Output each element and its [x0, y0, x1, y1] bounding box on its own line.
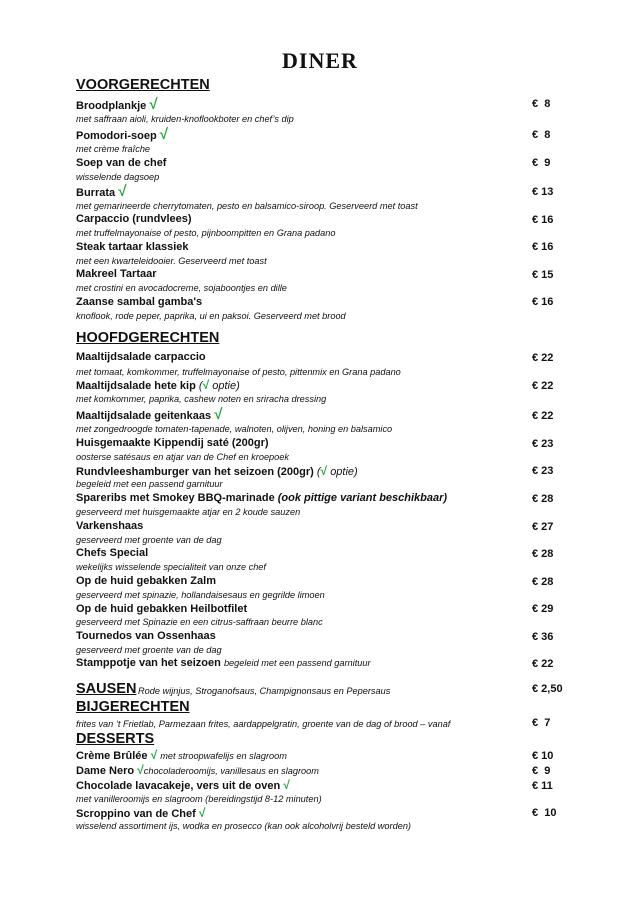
menu-item-description: knoflook, rode peper, paprika, ui en paksoi. Geserveerd met brood — [76, 311, 346, 321]
menu-item-name: Burrata √ — [76, 183, 127, 200]
checkmark-icon: √ — [150, 748, 158, 762]
menu-item-name: Scroppino van de Chef √ — [76, 806, 206, 820]
menu-item-description: met truffelmayonaise of pesto, pijnboompitten en Grana padano — [76, 228, 336, 238]
menu-item-description: met zongedroogde tomaten-tapenade, walnoten, olijven, honing en balsamico — [76, 424, 393, 434]
menu-item-price: € 36 — [532, 631, 554, 643]
menu-item-description: geserveerd met Spinazie en een citrus-saffraan beurre blanc — [76, 617, 323, 627]
checkmark-icon: √ — [149, 96, 158, 113]
bijgerechten-description: frites van ‘t Frietlab, Parmezaan frites, aardappelgratin, groente van de dag of brood – vanaf — [76, 719, 451, 729]
menu-item-name: Chefs Special — [76, 547, 149, 559]
menu-item-description: met saffraan aioli, kruiden-knoflookboter en chef’s dip — [76, 114, 294, 124]
section-heading-desserts: DESSERTS — [76, 731, 155, 747]
menu-item-price: € 23 — [532, 465, 554, 477]
section-heading-hoofdgerechten: HOOFDGERECHTEN — [76, 330, 220, 346]
sausen-price: € 2,50 — [532, 683, 563, 695]
menu-item-price: € 10 — [532, 807, 557, 819]
menu-item-description: met gemarineerde cherrytomaten, pesto en balsamico-siroop. Geserveerd met toast — [76, 201, 418, 211]
menu-item-price: € 16 — [532, 241, 554, 253]
menu-item-name: Carpaccio (rundvlees) — [76, 213, 192, 225]
menu-item-name: Maaltijdsalade carpaccio — [76, 351, 206, 363]
section-heading-sausen: SAUSEN — [76, 681, 137, 697]
menu-item-description: met vanilleroomijs en slagroom (bereidingstijd 8-12 minuten) — [76, 794, 322, 804]
checkmark-icon: √ — [202, 378, 210, 392]
menu-item-description: geserveerd met groente van de dag — [76, 535, 222, 545]
checkmark-icon: √ — [283, 778, 290, 792]
menu-item-description: met crème fraîche — [76, 144, 151, 154]
menu-item-name: Varkenshaas — [76, 520, 144, 532]
menu-item-name: Dame Nero √chocoladeroomijs, vanillesaus en slagroom — [76, 763, 319, 777]
menu-item-name: Huisgemaakte Kippendij saté (200gr) — [76, 437, 269, 449]
menu-item-price: € 23 — [532, 438, 554, 450]
checkmark-icon: √ — [159, 126, 168, 143]
section-heading-voorgerechten: VOORGERECHTEN — [76, 77, 210, 93]
menu-item-description: geserveerd met spinazie, hollandaisesaus en gegrilde limoen — [76, 590, 325, 600]
menu-item-price: € 27 — [532, 521, 554, 533]
menu-item-price: € 28 — [532, 576, 554, 588]
menu-item-name: Spareribs met Smokey BBQ-marinade (ook pittige variant beschikbaar) — [76, 492, 448, 504]
menu-item-price: € 8 — [532, 129, 551, 141]
menu-item-price: € 11 — [532, 780, 553, 792]
menu-item-description: met crostini en avocadocreme, sojaboontjes en dille — [76, 283, 287, 293]
menu-item-name: Zaanse sambal gamba's — [76, 296, 203, 308]
menu-item-price: € 9 — [532, 765, 551, 777]
menu-item-name: Soep van de chef — [76, 157, 167, 169]
menu-item-price: € 8 — [532, 98, 551, 110]
menu-item-price: € 29 — [532, 603, 554, 615]
menu-item-price: € 13 — [532, 186, 554, 198]
menu-item-name: Maaltijdsalade hete kip (√ optie) — [76, 378, 240, 392]
checkmark-icon: √ — [198, 806, 206, 820]
menu-item-name: Tournedos van Ossenhaas — [76, 630, 216, 642]
menu-item-price: € 22 — [532, 380, 554, 392]
menu-item-name: Steak tartaar klassiek — [76, 241, 189, 253]
menu-item-description: begeleid met een passend garnituur — [76, 479, 223, 489]
menu-item-price: € 16 — [532, 296, 554, 308]
menu-item-price: € 10 — [532, 750, 554, 762]
menu-item-description: wekelijks wisselende specialiteit van onze chef — [76, 562, 266, 572]
menu-item-description: met een kwarteleidooier. Geserveerd met toast — [76, 256, 267, 266]
menu-item-price: € 9 — [532, 157, 551, 169]
menu-item-name: Makreel Tartaar — [76, 268, 157, 280]
menu-item-description: met tomaat, komkommer, truffelmayonaise of pesto, pittenmix en Grana padano — [76, 367, 401, 377]
menu-item-name: Op de huid gebakken Zalm — [76, 575, 216, 587]
menu-item-description: met komkommer, paprika, cashew noten en sriracha dressing — [76, 394, 327, 404]
menu-item-name: Maaltijdsalade geitenkaas √ — [76, 406, 223, 423]
menu-item-description: oosterse satésaus en atjar van de Chef en kroepoek — [76, 452, 289, 462]
bijgerechten-price: € 7 — [532, 717, 551, 729]
menu-item-price: € 16 — [532, 214, 554, 226]
menu-item-name: Crème Brûlée √ met stroopwafelijs en slagroom — [76, 748, 287, 762]
menu-item-name: Pomodori-soep √ — [76, 126, 168, 143]
menu-item-name: Broodplankje √ — [76, 96, 158, 113]
menu-item-price: € 28 — [532, 548, 554, 560]
checkmark-icon: √ — [214, 406, 223, 423]
sausen-description: Rode wijnjus, Stroganofsaus, Champignonsaus en Pepersaus — [138, 686, 391, 696]
checkmark-icon: √ — [137, 763, 144, 777]
page-title: DINER — [282, 48, 358, 73]
menu-item-description: geserveerd met huisgemaakte atjar en 2 koude sauzen — [76, 507, 301, 517]
checkmark-icon: √ — [320, 464, 328, 478]
menu-item-description: wisselende dagsoep — [76, 172, 160, 182]
menu-item-name: Rundvleeshamburger van het seizoen (200gr) (√ optie) — [76, 464, 358, 478]
menu-item-price: € 28 — [532, 493, 554, 505]
menu-item-name: Op de huid gebakken Heilbotfilet — [76, 603, 248, 615]
menu-item-price: € 15 — [532, 269, 554, 281]
menu-item-description: geserveerd met groente van de dag — [76, 645, 222, 655]
menu-item-description: wisselend assortiment ijs, wodka en prosecco (kan ook alcoholvrij besteld worden) — [76, 821, 411, 831]
menu-item-price: € 22 — [532, 410, 554, 422]
menu-item-price: € 22 — [532, 352, 554, 364]
menu-item-price: € 22 — [532, 658, 554, 670]
menu-item-name: Chocolade lavacakeje, vers uit de oven √ — [76, 778, 290, 792]
checkmark-icon: √ — [118, 183, 127, 200]
menu-item-name: Stamppotje van het seizoen begeleid met een passend garnituur — [76, 657, 371, 669]
section-heading-bijgerechten: BIJGERECHTEN — [76, 699, 190, 715]
